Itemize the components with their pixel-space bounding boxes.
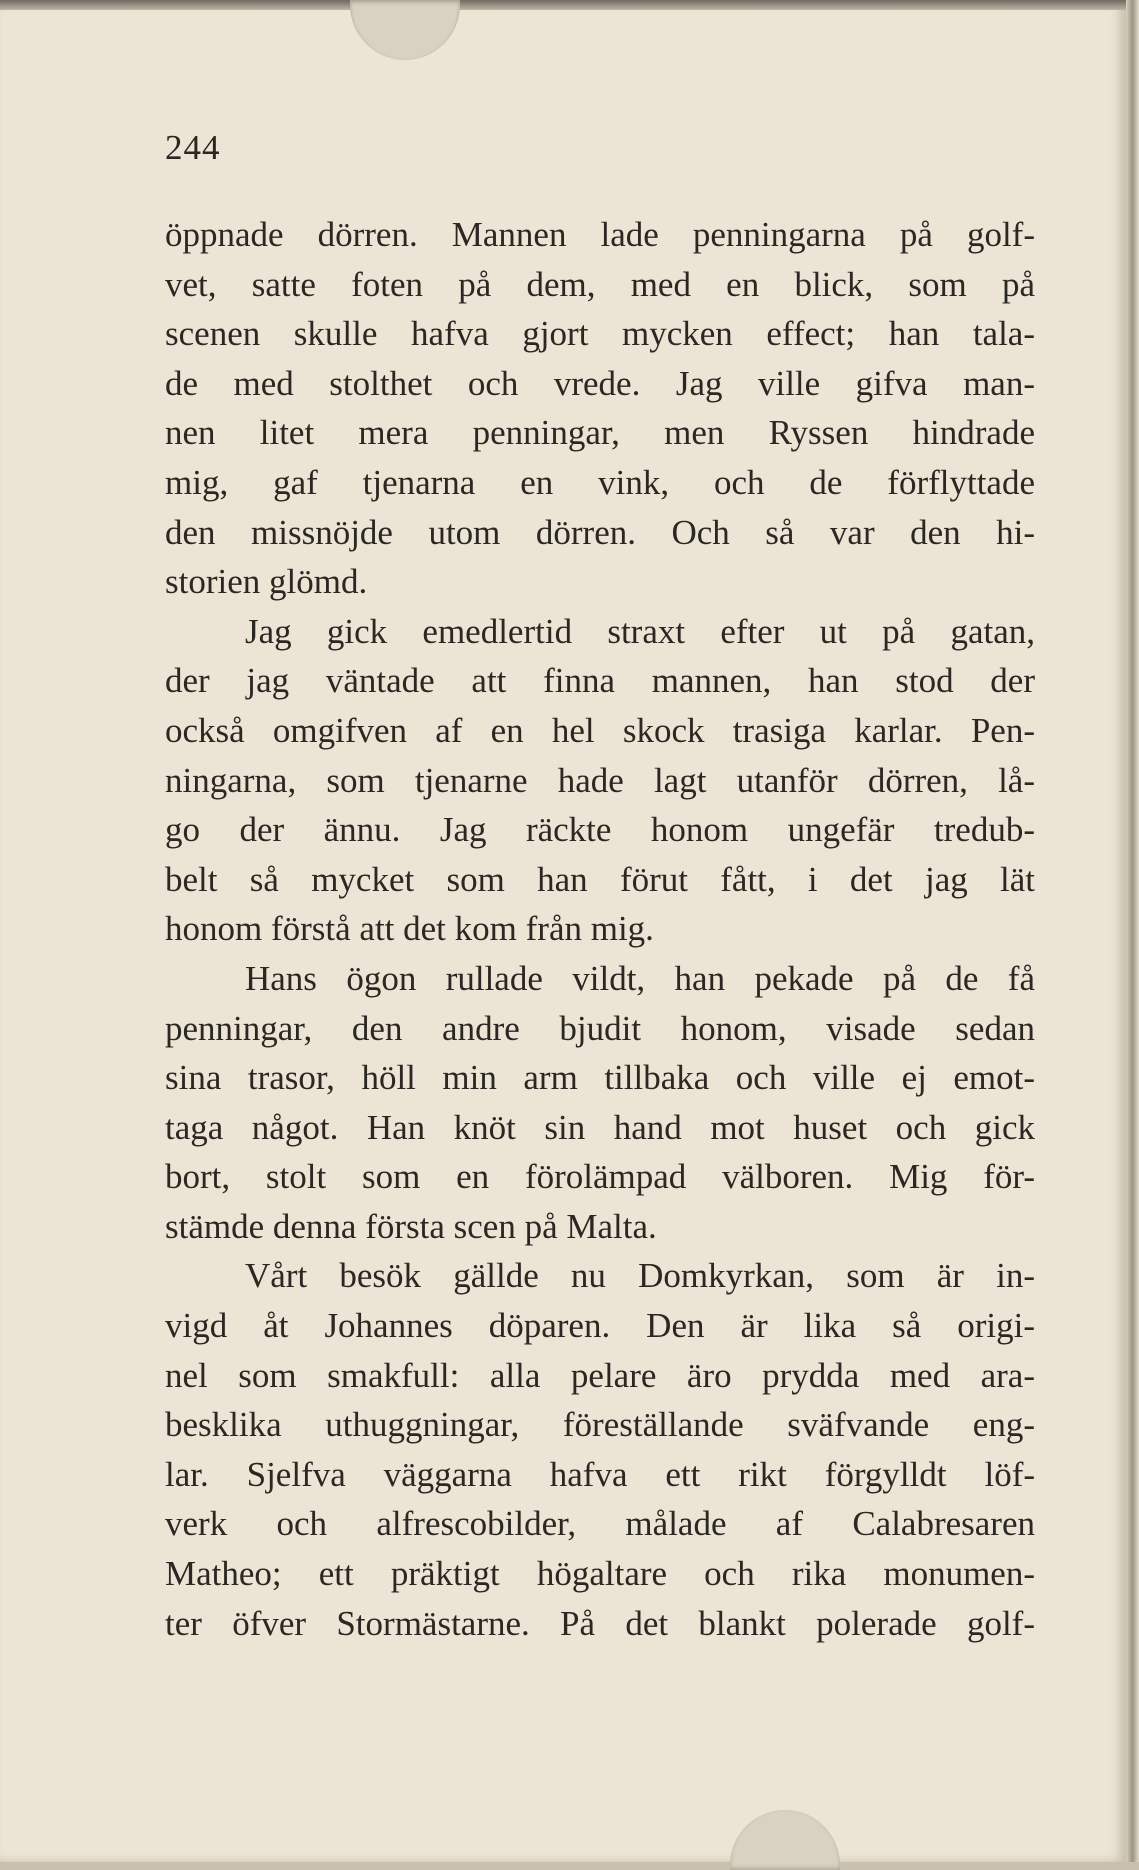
text-line: belt så mycket som han förut fått, i det jag lät — [165, 859, 1035, 899]
text-line: stämde denna första scen på Malta. — [165, 1206, 657, 1246]
text-line: storien glömd. — [165, 562, 368, 602]
text-line: Jag gick emedlertid straxt efter ut på gatan, — [245, 611, 1035, 651]
text-line: honom förstå att det kom från mig. — [165, 909, 654, 949]
top-edge — [0, 0, 1139, 10]
text-line: lar. Sjelfva väggarna hafva ett rikt förgylldt löf- — [165, 1454, 1035, 1494]
text-line: också omgifven af en hel skock trasiga karlar. Pen- — [165, 710, 1035, 750]
text-line: go der ännu. Jag räckte honom ungefär tredub- — [165, 810, 1035, 850]
body-text — [165, 210, 1035, 1648]
text-line: nen litet mera penningar, men Ryssen hindrade — [165, 413, 1035, 453]
text-line: öppnade dörren. Mannen lade penningarna på golf- — [165, 215, 1035, 254]
text-line: verk och alfrescobilder, målade af Calabresaren — [165, 1504, 1035, 1544]
text-line: penningar, den andre bjudit honom, visade sedan — [165, 1008, 1035, 1048]
text-line: mig, gaf tjenarna en vink, och de förflyttade — [165, 462, 1035, 502]
text-line: Hans ögon rullade vildt, han pekade på de få — [245, 958, 1035, 998]
text-line: sina trasor, höll min arm tillbaka och ville ej emot- — [165, 1058, 1035, 1098]
text-line: nel som smakfull: alla pelare äro prydda med ara- — [165, 1355, 1035, 1395]
page-number: 244 — [165, 128, 221, 167]
text-line: ter öfver Stormästarne. På det blankt polerade golf- — [165, 1603, 1035, 1643]
text-line: scenen skulle hafva gjort mycken effect; han tala- — [165, 314, 1035, 354]
text-line: vet, satte foten på dem, med en blick, som på — [165, 264, 1035, 304]
text-line: Vårt besök gällde nu Domkyrkan, som är in- — [245, 1256, 1035, 1296]
text-line: Matheo; ett präktigt högaltare och rika monumen- — [165, 1554, 1035, 1594]
text-line: der jag väntade att finna mannen, han stod der — [165, 661, 1035, 701]
text-line: bort, stolt som en förolämpad välboren. Mig för- — [165, 1157, 1035, 1197]
text-line: vigd åt Johannes döparen. Den är lika så origi- — [165, 1306, 1035, 1346]
text-line: taga något. Han knöt sin hand mot huset och gick — [165, 1107, 1035, 1147]
text-line: besklika uthuggningar, föreställande sväfvande eng- — [165, 1405, 1035, 1445]
page-edge — [1126, 0, 1139, 1862]
text-line: den missnöjde utom dörren. Och så var den hi- — [165, 512, 1035, 552]
text-line: de med stolthet och vrede. Jag ville gifva man- — [165, 363, 1035, 403]
text-line: ningarna, som tjenarne hade lagt utanför dörren, lå- — [165, 760, 1035, 800]
